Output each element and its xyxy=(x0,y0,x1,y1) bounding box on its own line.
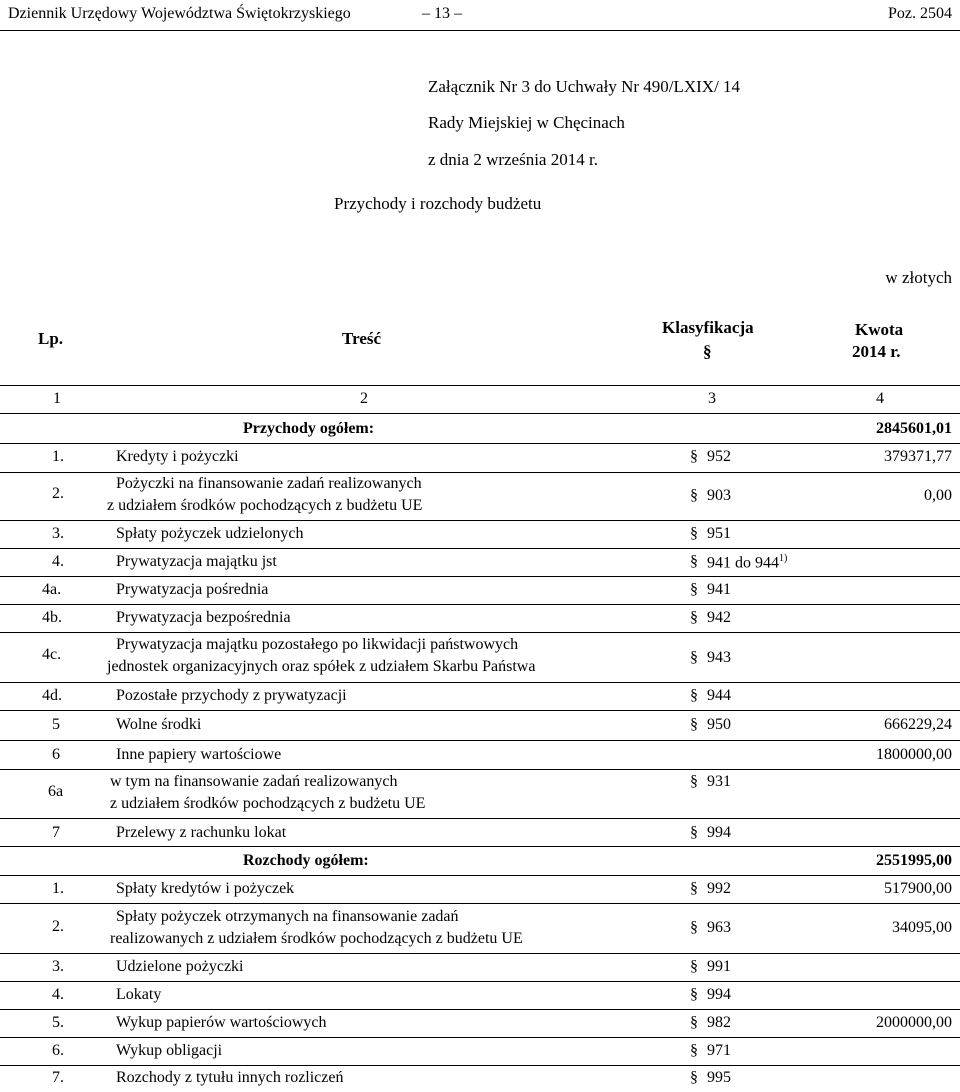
row-lp: 5 xyxy=(52,716,60,733)
row-lp: 6 xyxy=(52,746,60,763)
row-lp: 3. xyxy=(52,958,64,975)
row-lp: 4c. xyxy=(42,646,62,663)
row-klasyfikacja: 952 xyxy=(707,448,731,465)
unit-label: w złotych xyxy=(885,268,952,287)
section-sign-icon: § xyxy=(690,716,698,733)
column-kwota-year: 2014 r. xyxy=(852,342,901,361)
row-text: Lokaty xyxy=(116,986,162,1003)
row-divider xyxy=(0,632,960,633)
expenditure-total: 2551995,00 xyxy=(876,852,952,869)
row-text: Rozchody z tytułu innych rozliczeń xyxy=(116,1069,344,1086)
section-sign-icon: § xyxy=(690,525,698,542)
row-lp: 2. xyxy=(52,918,64,935)
section-sign-icon: § xyxy=(690,448,698,465)
row-klasyfikacja: 944 xyxy=(707,687,731,704)
row-text: Prywatyzacja pośrednia xyxy=(116,581,269,598)
row-text: Przelewy z rachunku lokat xyxy=(116,824,287,841)
row-lp: 6. xyxy=(52,1042,64,1059)
row-klasyfikacja: 903 xyxy=(707,487,731,504)
section-sign-icon: § xyxy=(690,773,698,790)
row-text-line-2: realizowanych z udziałem środków pochodzących z budżetu UE xyxy=(110,930,523,947)
row-text-line-1: Prywatyzacja majątku pozostałego po likwidacji państwowych xyxy=(116,636,519,653)
row-lp: 2. xyxy=(52,485,64,502)
row-klasyfikacja: 963 xyxy=(707,919,731,936)
row-klasyfikacja: 931 xyxy=(707,773,731,790)
row-klasyfikacja-range: 941 do 944 xyxy=(707,554,779,572)
row-divider xyxy=(0,682,960,683)
row-klasyfikacja: 943 xyxy=(707,649,731,666)
section-sign-icon: § xyxy=(690,581,698,598)
row-text-line-2: z udziałem środków pochodzących z budżetu UE xyxy=(107,497,423,514)
row-klasyfikacja xyxy=(707,553,787,572)
row-klasyfikacja: 994 xyxy=(707,824,731,841)
row-amount: 666229,24 xyxy=(884,716,952,733)
revenue-title: Przychody ogółem: xyxy=(243,420,375,437)
row-divider xyxy=(0,903,960,904)
row-text: Udzielone pożyczki xyxy=(116,958,244,975)
row-amount: 517900,00 xyxy=(884,880,952,897)
row-text: Inne papiery wartościowe xyxy=(116,746,282,763)
row-divider xyxy=(0,472,960,473)
row-lp: 4. xyxy=(52,553,64,570)
journal-title: Dziennik Urzędowy Województwa Świętokrzyskiego xyxy=(8,5,351,22)
row-text: Prywatyzacja bezpośrednia xyxy=(116,609,291,626)
row-text-line-2: jednostek organizacyjnych oraz spółek z udziałem Skarbu Państwa xyxy=(107,658,536,675)
row-lp: 3. xyxy=(52,525,64,542)
row-text: Prywatyzacja majątku jst xyxy=(116,553,277,570)
row-lp: 1. xyxy=(52,448,64,465)
section-sign-icon: § xyxy=(690,824,698,841)
row-lp: 7. xyxy=(52,1069,64,1086)
row-klasyfikacja: 982 xyxy=(707,1014,731,1031)
row-divider xyxy=(0,548,960,549)
section-sign-icon: § xyxy=(690,1014,698,1031)
expenditure-title: Rozchody ogółem: xyxy=(243,852,369,869)
row-lp: 7 xyxy=(52,824,60,841)
row-lp: 4. xyxy=(52,986,64,1003)
row-klasyfikacja: 995 xyxy=(707,1069,731,1086)
row-lp: 1. xyxy=(52,880,64,897)
annex-line-1: Załącznik Nr 3 do Uchwały Nr 490/LXIX/ 14 xyxy=(428,77,741,96)
row-amount: 34095,00 xyxy=(892,919,952,936)
row-text-line-1: w tym na finansowanie zadań realizowanych xyxy=(110,773,398,790)
row-text: Spłaty kredytów i pożyczek xyxy=(116,880,295,897)
column-number-4: 4 xyxy=(876,390,884,407)
section-sign-icon: § xyxy=(690,919,698,936)
row-text-line-1: Pożyczki na finansowanie zadań realizowanych xyxy=(116,475,422,492)
row-lp: 4d. xyxy=(42,687,62,704)
row-divider xyxy=(0,443,960,444)
column-klasyfikacja: Klasyfikacja xyxy=(662,318,754,337)
row-klasyfikacja: 991 xyxy=(707,958,731,975)
column-kwota: Kwota xyxy=(855,320,904,339)
row-divider xyxy=(0,710,960,711)
row-text: Pozostałe przychody z prywatyzacji xyxy=(116,687,347,704)
section-sign-icon: § xyxy=(690,1069,698,1086)
row-divider xyxy=(0,520,960,521)
row-amount: 379371,77 xyxy=(884,448,952,465)
section-sign-icon: § xyxy=(690,649,698,666)
row-text: Wykup obligacji xyxy=(116,1042,223,1059)
row-klasyfikacja: 994 xyxy=(707,986,731,1003)
row-divider xyxy=(0,1009,960,1010)
row-klasyfikacja: 951 xyxy=(707,525,731,542)
column-klasyfikacja-sign: § xyxy=(703,342,712,361)
row-divider xyxy=(0,576,960,577)
section-sign-icon: § xyxy=(690,553,698,570)
column-tresc: Treść xyxy=(342,329,382,348)
row-text-line-2: z udziałem środków pochodzących z budżetu UE xyxy=(110,795,426,812)
column-number-2: 2 xyxy=(360,390,368,407)
section-sign-icon: § xyxy=(690,880,698,897)
row-divider xyxy=(0,875,960,876)
section-sign-icon: § xyxy=(690,986,698,1003)
row-divider xyxy=(0,740,960,741)
section-sign-icon: § xyxy=(690,609,698,626)
row-text: Wykup papierów wartościowych xyxy=(116,1014,327,1031)
table-border xyxy=(0,385,960,386)
row-klasyfikacja: 942 xyxy=(707,609,731,626)
column-number-1: 1 xyxy=(53,390,61,407)
row-text: Wolne środki xyxy=(116,716,202,733)
annex-line-2: Rady Miejskiej w Chęcinach xyxy=(428,113,625,132)
section-sign-icon: § xyxy=(690,958,698,975)
row-divider xyxy=(0,981,960,982)
page-number: – 13 – xyxy=(422,5,462,22)
section-sign-icon: § xyxy=(690,1042,698,1059)
document-title: Przychody i rozchody budżetu xyxy=(334,194,542,213)
row-klasyfikacja: 941 xyxy=(707,581,731,598)
section-sign-icon: § xyxy=(690,687,698,704)
position-number: Poz. 2504 xyxy=(888,5,952,22)
row-klasyfikacja: 950 xyxy=(707,716,731,733)
row-amount: 0,00 xyxy=(924,487,952,504)
page-header xyxy=(0,0,960,31)
section-sign-icon: § xyxy=(690,487,698,504)
row-divider xyxy=(0,846,960,847)
row-divider xyxy=(0,413,960,414)
row-text-line-1: Spłaty pożyczek otrzymanych na finansowanie zadań xyxy=(116,908,459,925)
revenue-total: 2845601,01 xyxy=(876,420,952,437)
column-lp: Lp. xyxy=(38,329,64,348)
row-klasyfikacja: 971 xyxy=(707,1042,731,1059)
row-klasyfikacja: 992 xyxy=(707,880,731,897)
row-divider xyxy=(0,1065,960,1066)
row-text: Spłaty pożyczek udzielonych xyxy=(116,525,304,542)
row-lp: 5. xyxy=(52,1014,64,1031)
row-lp: 4b. xyxy=(42,609,62,626)
row-divider xyxy=(0,769,960,770)
row-amount: 2000000,00 xyxy=(876,1014,952,1031)
footnote-marker: 1) xyxy=(779,553,788,564)
row-text: Kredyty i pożyczki xyxy=(116,448,239,465)
annex-line-3: z dnia 2 września 2014 r. xyxy=(428,150,598,169)
row-divider xyxy=(0,818,960,819)
row-divider xyxy=(0,604,960,605)
row-lp: 4a. xyxy=(42,581,62,598)
column-number-3: 3 xyxy=(708,390,716,407)
row-amount: 1800000,00 xyxy=(876,746,952,763)
row-divider xyxy=(0,953,960,954)
row-lp: 6a xyxy=(48,783,64,800)
row-divider xyxy=(0,1037,960,1038)
